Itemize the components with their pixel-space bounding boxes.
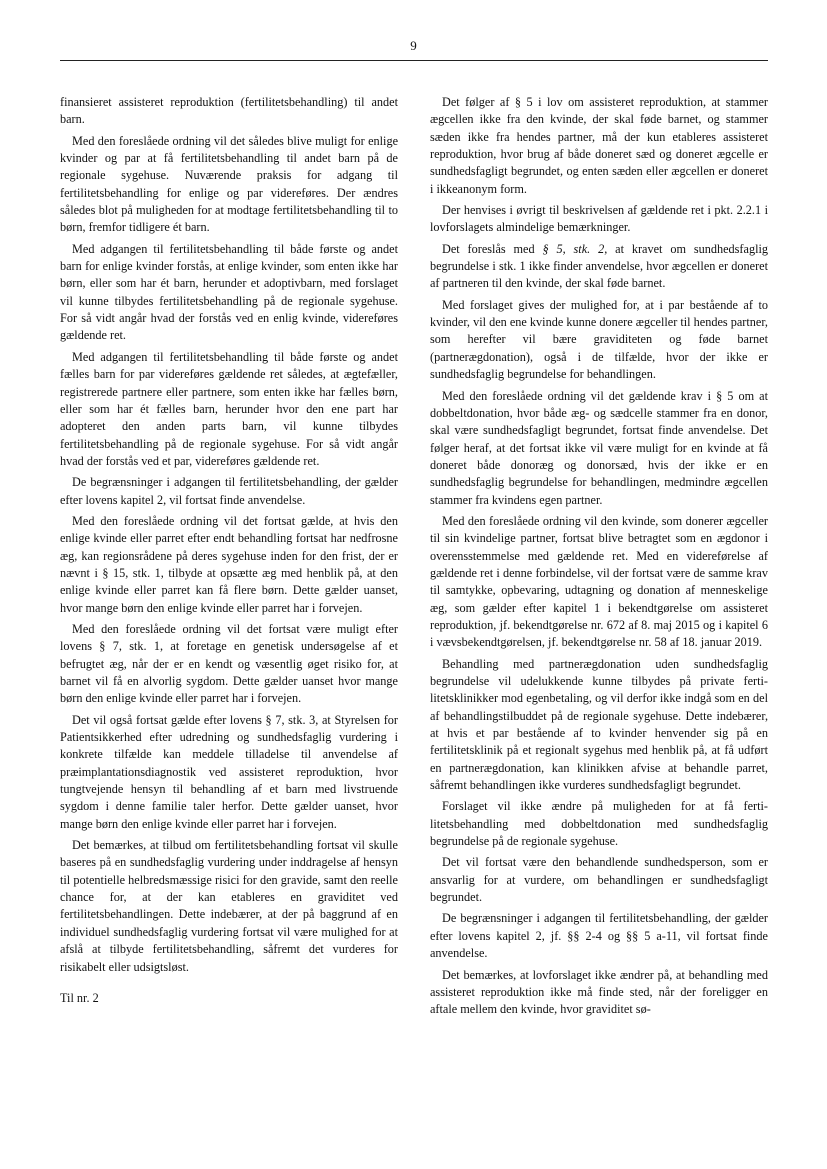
paragraph: Med den foreslåede ordning vil det fortsat gælde, at hvis den enlige kvinde eller parret efter endt behandling fortsat har nedfrosne æg, kan regionsrådene på deres sygehuse inden for den frist, der er nævnt i § 15, stk. 1, tilbyde at opsætte æg med henblik på, at den enlige kvinde eller parret kan få flere børn. Dette gælder uanset, hvor mange børn den enlige kvinde eller parret har i forvejen. bbox=[60, 513, 398, 615]
paragraph: Med den foreslåede ordning vil den kvinde, som donerer ægceller til sin kvindelige partner, fortsat blive betragtet som en ægdonor i overensstemmelse med gældende ret. Med en videreførelse af gældende ret i denne forbindelse, vil der fortsat være de samme krav til samtykke, opbevaring, udtagning og donation af menneskelige æg, som gælder efter kapitel 1 i bekendtgørelse om assisteret reproduktion, jf. bekendtgørelse nr. 672 af 8. maj 2015 og i kapitel 6 i vævsbekendtgørelsen, jf. bekendtgørelse nr. 58 af 18. januar 2019. bbox=[430, 513, 768, 650]
section-reference: § 5, stk. 2 bbox=[542, 241, 605, 256]
paragraph: Med den foreslåede ordning vil det fortsat være muligt efter lovens § 7, stk. 1, at foretage en genetisk undersøgelse af et befrugtet æg, når der er en kendt og væsentlig øget risiko for, at barnet vil få en alvorlig sygdom. Dette gælder uanset hvor mange børn den enlige kvinde eller parret har i forvejen. bbox=[60, 621, 398, 706]
paragraph: Der henvises i øvrigt til beskrivelsen af gældende ret i pkt. 2.2.1 i lovforslagets almindelige bemærkninger. bbox=[430, 203, 768, 235]
left-column bbox=[60, 94, 398, 1011]
paragraph: Det vil fortsat være den behandlende sundhedsperson, som er ansvarlig for at vurdere, om behandlingen er sundhedsfagligt begrundet. bbox=[430, 855, 768, 905]
paragraph-rest: , at kravet om sundhedsfaglig begrundelse i stk. 1 ikke finder anvendelse, hvor ægcellen er doneret af partneren til den kvinde, der skal føde barnet. bbox=[430, 241, 769, 291]
paragraph: Det bemærkes, at lovforslaget ikke ændrer på, at behandling med assisteret reproduktion ikke må finde sted, når der foreligger en aftale mellem den kvinde, hvor graviditet sø- bbox=[430, 967, 768, 1017]
paragraph: De begrænsninger i adgangen til fertilitetsbehandling, der gælder efter lovens kapitel 2, jf. §§ 2-4 og §§ 5 a-11, vil fortsat finde anvendelse. bbox=[430, 911, 768, 961]
paragraph-with-reference bbox=[430, 241, 768, 293]
paragraph: Det bemærkes, at tilbud om fertilitetsbehandling fortsat vil skulle baseres på en sundhedsfaglig vurdering under inddragelse af hensyn til potentielle helbredsmæssige risici for den gravide, samt den reelle chance for, at der kan etableres en graviditet ved fertilitetsbehandlingen. Dette indebærer, at der på baggrund af en individuel sundhedsfaglig vurdering fortsat vil være mulighed for at afslå at tilbyde fertilitetsbehandling, såfremt det vurderes for risikabelt eller udsigtsløst. bbox=[60, 838, 398, 974]
paragraph: Behandling med partnerægdonation uden sundhedsfaglig begrundelse vil udelukkende kunne tilbydes på private fertilitetsklinikker mod egenbetaling, og vil derfor ikke indgå som en del af behandlingstilbuddet på de regionale sygehuse. Dette indebærer, at hvis et par bestående af to kvinder henvender sig på en fertilitetsklinik på et regionalt sygehus med henblik på, at få udført en partnerægdonation, kan klinikken afvise at behandle parret, såfremt behandlingen ikke vurderes sundhedsfagligt begrundet. bbox=[430, 656, 768, 793]
paragraph: Forslaget vil ikke ændre på muligheden for at få fertilitetsbehandling med dobbeltdonation med sundhedsfaglig begrundelse på de regionale sygehuse. bbox=[430, 799, 768, 849]
paragraph: De begrænsninger i adgangen til fertilitetsbehandling, der gælder efter lovens kapitel 2, vil fortsat finde anvendelse. bbox=[60, 475, 398, 507]
page-number: 9 bbox=[410, 38, 417, 53]
paragraph: Med forslaget gives der mulighed for, at i par bestående af to kvinder, vil den ene kvinde kunne donere ægceller til hendes partner, som herefter vil bære graviditeten og føde barnet (partnerægdonation), også i de tilfælde, hvor der ikke er sundhedsfaglig begrundelse for behandlingen. bbox=[430, 297, 768, 382]
header-rule bbox=[60, 60, 768, 61]
paragraph: Med adgangen til fertilitetsbehandling til både første og andet barn for enlige kvinder forstås, at enlige kvinder, som enten ikke har børn, eller som har ét barn, herunder et adoptivbarn, med forslaget vil kunne tilbydes fertilitetsbehandling på de regionale sygehuse. For så vidt angår hvad der forstås ved en enlig kvinde, videreføres gældende ret. bbox=[60, 241, 398, 343]
paragraph: Med den foreslåede ordning vil det således blive muligt for enlige kvinder og par at få fertilitetsbehandling til andet barn på de regionale sygehuse. Nuværende praksis for adgang til fertilitetsbehandling for enlige og par videreføres. Der ændres således blot på muligheden for at modtage fertilitetsbehandling til to børn, fremfor tidligere ét barn. bbox=[60, 133, 398, 235]
paragraph-lead: Det foreslås med bbox=[442, 241, 543, 256]
paragraph: finansieret assisteret reproduktion (fertilitetsbehandling) til andet barn. bbox=[60, 95, 398, 127]
paragraph: Med den foreslåede ordning vil det gældende krav i § 5 om at dobbeltdonation, hvor både æg- og sædcelle stammer fra en donor, skal være sundhedsfagligt begrundet, fortsat finde anvendelse. Det følger heraf, at det fortsat ikke vil være muligt for en kvinde at få doneret både donoræg og donorsæd, hvis der ikke er en sundhedsfaglig begrundelse for behandlingen, medmindre ægcellen stammer fra kvindens egen partner. bbox=[430, 388, 768, 507]
paragraph: Med adgangen til fertilitetsbehandling til både første og andet fælles barn for par videreføres gældende ret således, at ægtefæller, registrerede partnere eller partnere, som enten ikke har fælles børn, eller som har ét fælles barn, herunder hvor den ene part har adopteret den anden parts barn, vil kunne tilbydes fertilitetsbehandling på de regionale sygehuse. For så vidt angår hvad der forstås ved et par, videreføres gældende ret. bbox=[60, 349, 398, 468]
right-column bbox=[430, 94, 768, 1023]
section-label: Til nr. 2 bbox=[60, 990, 99, 1005]
paragraph: Det følger af § 5 i lov om assisteret reproduktion, at stammer ægcellen ikke fra den kvinde, der skal føde barnet, og stammer sæden ikke fra hendes partner, må der kun etableres assisteret reproduktion, hvor brug af både doneret sæd og doneret ægcelle er sundhedsfagligt begrundet, og enten sæden eller ægcellen er doneret i ikkeanonym form. bbox=[430, 95, 768, 196]
paragraph: Det vil også fortsat gælde efter lovens § 7, stk. 3, at Styrelsen for Patientsikkerhed efter udredning og sundhedsfaglig vurdering i konkrete tilfælde kan meddele tilladelse til anvendelse af præimplantationsdiagnostik ved assisteret reproduktion, hvor tungtvejende hensyn til behandling af et barn med livstruende sygdom i denne familie taler herfor. Dette gælder uanset, hvor mange børn den enlige kvinde eller parret har i forvejen. bbox=[60, 712, 398, 831]
